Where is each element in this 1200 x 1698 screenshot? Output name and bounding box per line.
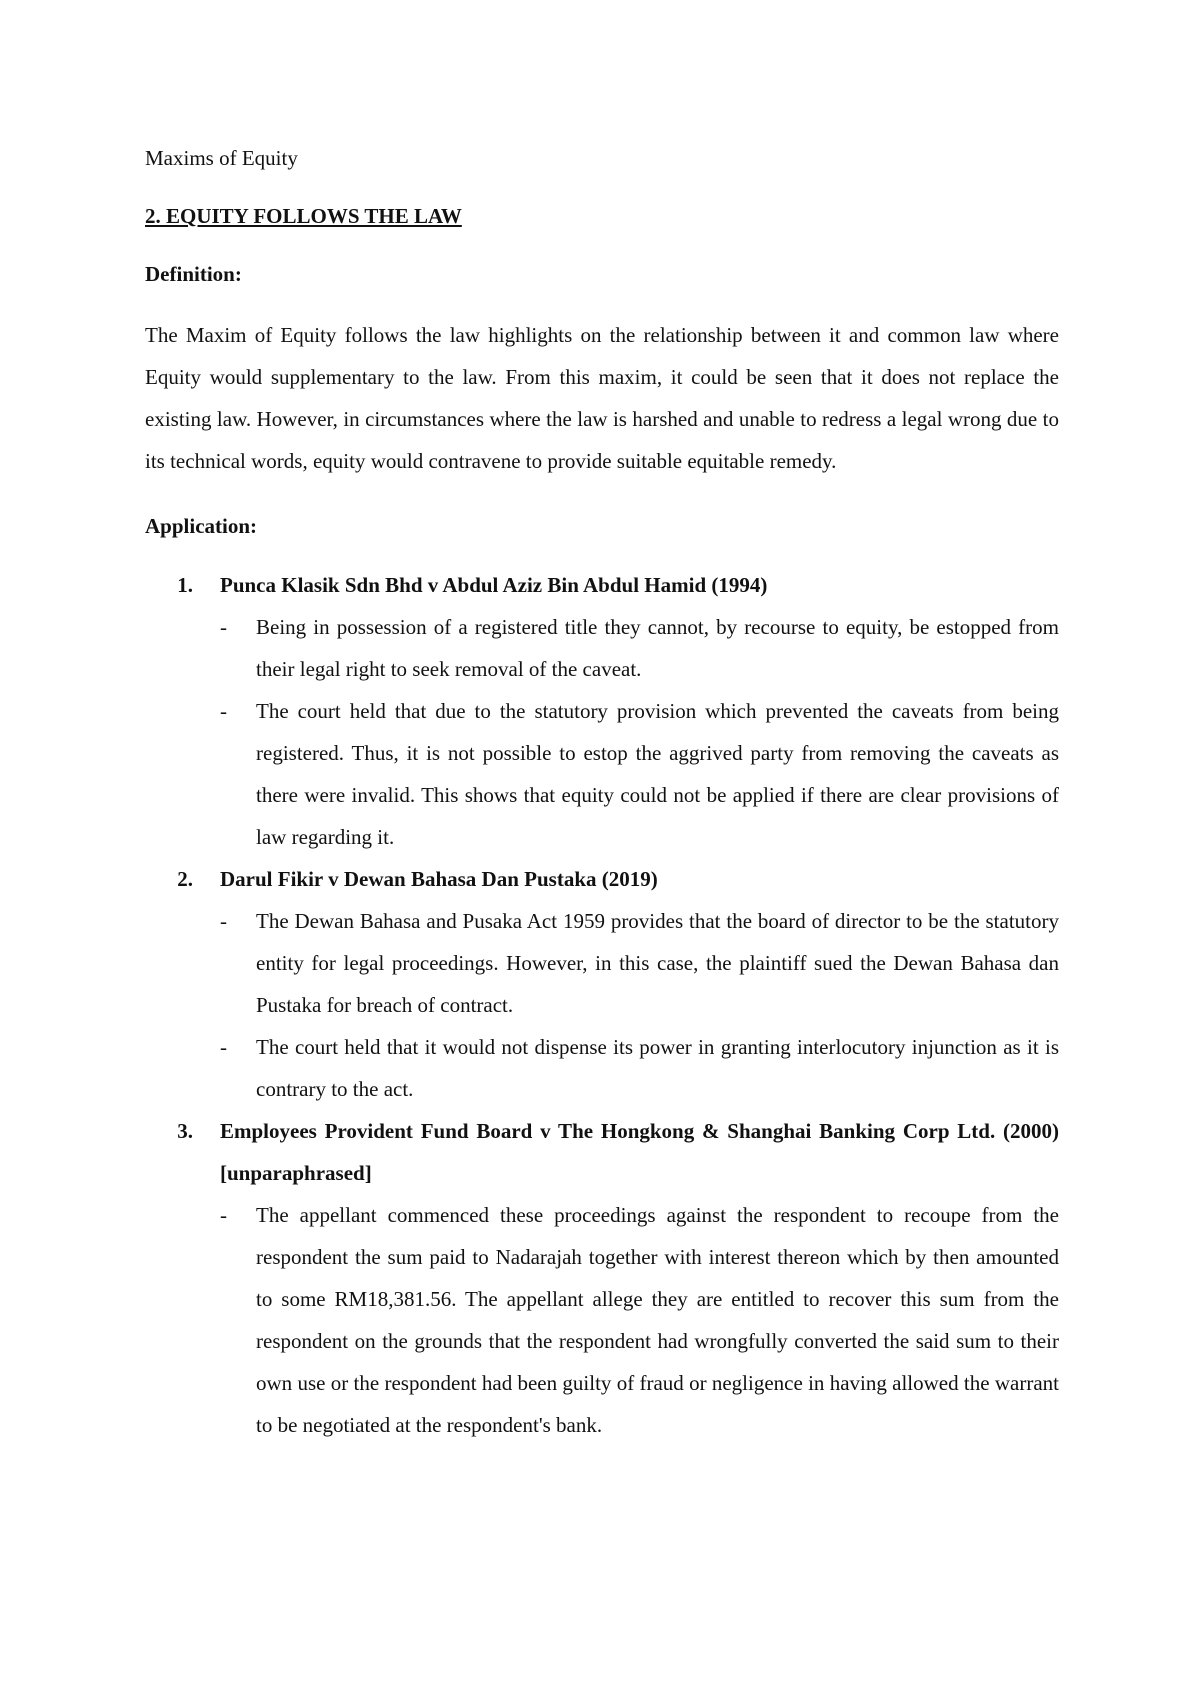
definition-paragraph: The Maxim of Equity follows the law highlights on the relationship between it and common law where Equity would supplementary to the law. From this maxim, it could be seen that it does not replace the existing law. However, in circumstances where the law is harshed and unable to redress a legal wrong due to its technical words, equity would contravene to provide suitable equitable remedy. (145, 323, 1059, 473)
case-title: Punca Klasik Sdn Bhd v Abdul Aziz Bin Abdul Hamid (1994) (220, 573, 768, 597)
case-item (145, 564, 1059, 858)
dash-bullet: - (220, 909, 227, 933)
case-point-text: The court held that it would not dispense its power in granting interlocutory injunction as it is contrary to the act. (256, 1035, 1059, 1101)
case-point-text: The court held that due to the statutory provision which prevented the caveats from being registered. Thus, it is not possible to estop the aggrived party from removing the caveats as there were invalid. This shows that equity could not be applied if there are clear provisions of law regarding it. (256, 699, 1059, 849)
case-list (145, 564, 1059, 1446)
definition-label: Definition: (145, 262, 242, 286)
document-title: Maxims of Equity (145, 146, 298, 170)
case-number: 2. (177, 867, 193, 891)
case-heading (177, 1110, 1059, 1194)
case-point (220, 1026, 1059, 1110)
dash-bullet: - (220, 615, 227, 639)
case-title: Employees Provident Fund Board v The Hongkong & Shanghai Banking Corp Ltd. (2000) [unparaphrased] (220, 1119, 1059, 1185)
case-number: 3. (177, 1119, 193, 1143)
case-point (220, 606, 1059, 690)
section-heading: 2. EQUITY FOLLOWS THE LAW (145, 204, 462, 228)
case-point (220, 1194, 1059, 1446)
case-heading (177, 858, 1059, 900)
case-points (220, 900, 1059, 1110)
case-number: 1. (177, 573, 193, 597)
dash-bullet: - (220, 699, 227, 723)
dash-bullet: - (220, 1035, 227, 1059)
case-point (220, 900, 1059, 1026)
case-point (220, 690, 1059, 858)
application-label: Application: (145, 514, 258, 538)
case-point-text: The Dewan Bahasa and Pusaka Act 1959 provides that the board of director to be the statutory entity for legal proceedings. However, in this case, the plaintiff sued the Dewan Bahasa dan Pustaka for breach of contract. (256, 909, 1059, 1017)
document-content (145, 144, 1059, 1446)
case-item (145, 1110, 1059, 1446)
case-title: Darul Fikir v Dewan Bahasa Dan Pustaka (2019) (220, 867, 658, 891)
case-item (145, 858, 1059, 1110)
case-point-text: The appellant commenced these proceedings against the respondent to recoupe from the respondent the sum paid to Nadarajah together with interest thereon which by then amounted to some RM18,381.56. The appellant allege they are entitled to recover this sum from the respondent on the grounds that the respondent had wrongfully converted the said sum to their own use or the respondent had been guilty of fraud or negligence in having allowed the warrant to be negotiated at the respondent's bank. (256, 1203, 1059, 1437)
case-points (220, 1194, 1059, 1446)
dash-bullet: - (220, 1203, 227, 1227)
case-points (220, 606, 1059, 858)
case-point-text: Being in possession of a registered title they cannot, by recourse to equity, be estopped from their legal right to seek removal of the caveat. (256, 615, 1059, 681)
case-heading (177, 564, 1059, 606)
